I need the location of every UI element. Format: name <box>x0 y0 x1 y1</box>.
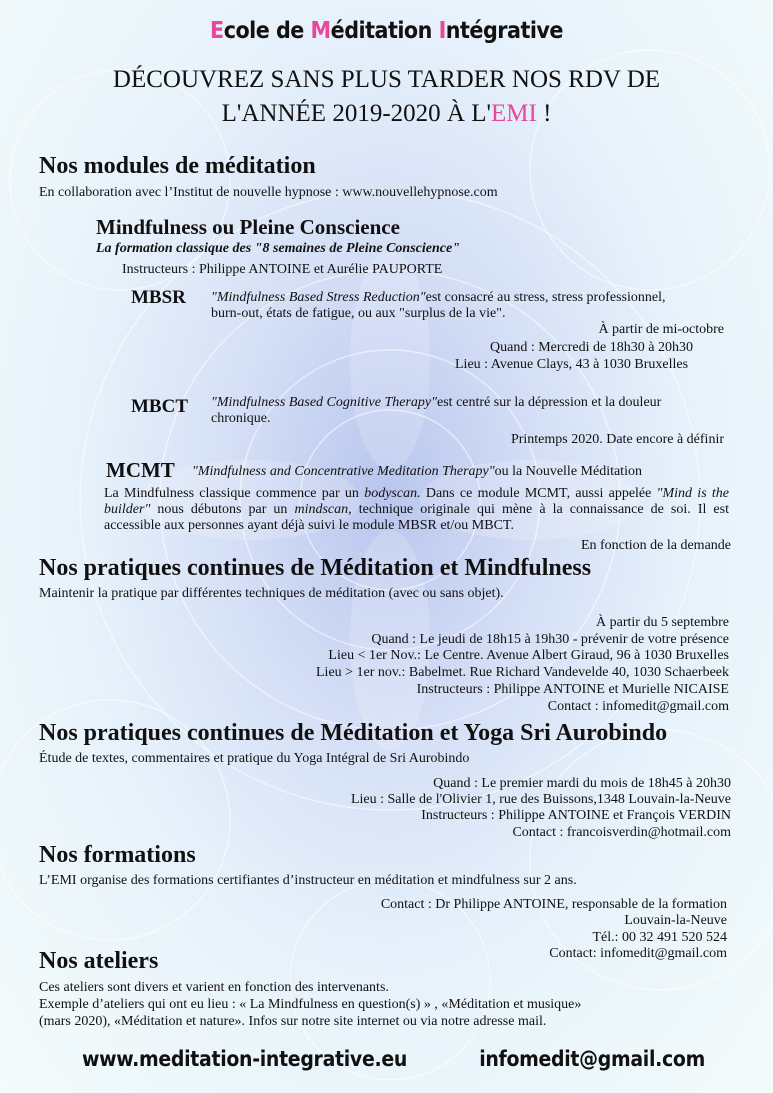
continuous-mindfulness-instructors: Instructeurs : Philippe ANTOINE et Murielle NICAISE <box>416 682 729 697</box>
trainings-desc: L’EMI organise des formations certifiantes d’instructeur en méditation et mindfulness sur 2 ans. <box>39 873 577 888</box>
continuous-mindfulness-start: À partir du 5 septembre <box>596 615 729 630</box>
mbsr-description <box>211 289 666 306</box>
mbsr-full-name: "Mindfulness Based Stress Reduction" <box>211 290 426 305</box>
school-initial-m: M <box>310 18 331 44</box>
continuous-mindfulness-title: Nos pratiques continues de Méditation et Mindfulness <box>39 555 592 581</box>
mbct-description <box>211 394 661 411</box>
workshops-title: Nos ateliers <box>39 948 159 974</box>
mcmt-tag: MCMT <box>106 458 175 482</box>
mcmt-demand: En fonction de la demande <box>580 538 731 553</box>
trainings-location: Louvain-la-Neuve <box>624 913 727 928</box>
continuous-yoga-title: Nos pratiques continues de Méditation et Yoga Sri Aurobindo <box>39 720 668 746</box>
mindfulness-title: Mindfulness ou Pleine Conscience <box>96 215 400 239</box>
mbct-full-name: "Mindfulness Based Cognitive Therapy" <box>211 395 438 410</box>
school-name-part: cole de <box>223 18 311 44</box>
mbct-date: Printemps 2020. Date encore à définir <box>510 432 724 447</box>
school-initial-i: I <box>438 18 446 44</box>
continuous-yoga-desc: Étude de textes, commentaires et pratique du Yoga Intégral de Sri Aurobindo <box>39 751 470 766</box>
mbct-desc-text: est centré sur la dépression et la douleur <box>437 395 662 410</box>
continuous-yoga-instructors: Instructeurs : Philippe ANTOINE et François VERDIN <box>421 808 731 823</box>
continuous-yoga-when: Quand : Le premier mardi du mois de 18h45 à 20h30 <box>433 776 731 791</box>
continuous-mindfulness-where2: Lieu > 1er nov.: Babelmet. Rue Richard Vandevelde 40, 1030 Schaerbeek <box>316 665 729 680</box>
headline-line-1: DÉCOUVREZ SANS PLUS TARDER NOS RDV DE <box>112 66 661 93</box>
mcmt-desc-text: ou la Nouvelle Méditation <box>494 464 642 479</box>
mbsr-description-line2: burn-out, états de fatigue, ou aux "surplus de la vie". <box>211 306 506 321</box>
continuous-mindfulness-contact: Contact : infomedit@gmail.com <box>547 699 729 714</box>
school-name-part: ntégrative <box>445 18 563 44</box>
footer-email-link[interactable]: infomedit@gmail.com <box>479 1047 705 1071</box>
continuous-yoga-where: Lieu : Salle de l'Olivier 1, rue des Buissons,1348 Louvain-la-Neuve <box>350 792 731 807</box>
modules-title: Nos modules de méditation <box>39 153 316 179</box>
mbsr-desc-text: est consacré au stress, stress professionnel, <box>425 290 666 305</box>
mbct-description-line2: chronique. <box>211 411 271 426</box>
school-initial-e: E <box>210 18 224 44</box>
mcmt-paragraph <box>104 486 729 534</box>
mcmt-bodyscan: bodyscan. <box>364 486 421 501</box>
mcmt-text: Dans ce module MCMT, aussi appelée <box>420 486 657 501</box>
mindfulness-subtitle: La formation classique des "8 semaines de Pleine Conscience" <box>96 241 460 256</box>
mcmt-text: La Mindfulness classique commence par un <box>104 486 365 501</box>
trainings-contact: Contact : Dr Philippe ANTOINE, responsable de la formation <box>380 897 727 912</box>
mcmt-text: technique originale qui mène à la connaissance de soi. Il est accessible aux personnes ayant déjà suivi le module MBSR et/ou MBCT. <box>104 502 729 533</box>
headline-text: L'ANNÉE 2019-2020 À L' <box>221 100 491 127</box>
workshops-line1: Ces ateliers sont divers et varient en fonction des intervenants. <box>39 980 389 995</box>
mcmt-text: nous débutons par un <box>150 502 295 517</box>
headline-text: ! <box>536 100 552 127</box>
continuous-mindfulness-where1: Lieu < 1er Nov.: Le Centre. Avenue Albert Giraud, 96 à 1030 Bruxelles <box>328 648 729 663</box>
mcmt-builder: "Mind is the builder" <box>104 486 730 517</box>
modules-collab: En collaboration avec l’Institut de nouvelle hypnose : www.nouvellehypnose.com <box>39 185 498 200</box>
mbsr-where: Lieu : Avenue Clays, 43 à 1030 Bruxelles <box>455 357 689 372</box>
continuous-yoga-contact: Contact : francoisverdin@hotmail.com <box>512 825 731 840</box>
trainings-phone: Tél.: 00 32 491 520 524 <box>592 930 727 945</box>
headline-line-2 <box>0 98 773 130</box>
trainings-title: Nos formations <box>39 842 196 868</box>
mbct-tag: MBCT <box>131 396 188 417</box>
workshops-line3: (mars 2020), «Méditation et nature». Infos sur notre site internet ou via notre adresse mail. <box>39 1014 547 1029</box>
continuous-mindfulness-desc: Maintenir la pratique par différentes techniques de méditation (avec ou sans objet). <box>39 586 504 601</box>
school-name <box>0 18 773 44</box>
mindfulness-instructors: Instructeurs : Philippe ANTOINE et Aurélie PAUPORTE <box>122 262 443 277</box>
school-name-part: éditation <box>330 18 439 44</box>
mcmt-mindscan: mindscan, <box>294 502 352 517</box>
trainings-email: Contact: infomedit@gmail.com <box>549 946 727 961</box>
headline-emi: EMI <box>490 100 537 127</box>
continuous-mindfulness-when: Quand : Le jeudi de 18h15 à 19h30 - prévenir de votre présence <box>371 632 729 647</box>
mbsr-when: Quand : Mercredi de 18h30 à 20h30 <box>490 340 693 355</box>
mcmt-full-name: "Mindfulness and Concentrative Meditation Therapy" <box>192 464 495 479</box>
mcmt-description <box>192 463 642 480</box>
workshops-line2: Exemple d’ateliers qui ont eu lieu : « La Mindfulness en question(s) » , «Méditation et musique» <box>39 997 582 1012</box>
mbsr-start: À partir de mi-octobre <box>598 322 724 337</box>
mbsr-tag: MBSR <box>131 287 186 308</box>
footer-website-link[interactable]: www.meditation-integrative.eu <box>82 1047 408 1071</box>
